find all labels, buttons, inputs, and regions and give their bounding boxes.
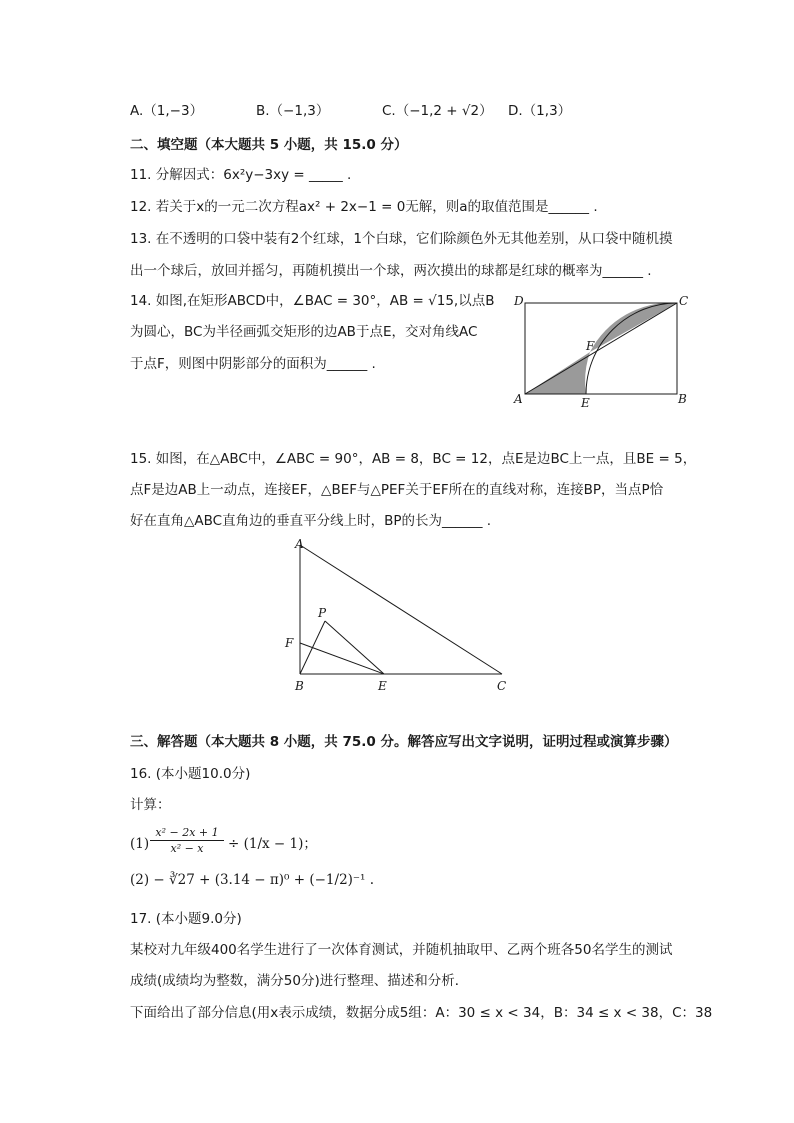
label-f: F (586, 339, 595, 353)
part-1-rest: ÷ (1/x − 1)； (228, 836, 317, 852)
segment-bp (300, 621, 325, 674)
question-13-line-2: 出一个球后，放回并摇匀，再随机摸出一个球，两次摸出的球都是红球的概率为______ . (130, 263, 652, 279)
label-a: A (514, 392, 523, 406)
question-16-intro: 计算： (130, 797, 171, 813)
section-3-heading: 三、解答题（本大题共 8 小题，共 75.0 分。解答应写出文字说明，证明过程或演算步骤） (130, 734, 678, 750)
question-12: 12. 若关于x的一元二次方程ax² + 2x−1 = 0无解，则a的取值范围是______ . (130, 199, 598, 215)
question-14-line-2: 为圆心，BC为半径画弧交矩形的边AB于点E，交对角线AC (130, 324, 478, 340)
shaded-region-upper (590, 303, 677, 352)
label-b: B (678, 392, 687, 406)
question-14-line-3: 于点F，则图中阴影部分的面积为______ . (130, 356, 376, 372)
question-15-line-1: 15. 如图，在△ABC中，∠ABC = 90°，AB = 8，BC = 12，点E是边BC上一点，且BE = 5， (130, 451, 697, 467)
fraction (150, 826, 224, 856)
question-13-line-1: 13. 在不透明的口袋中装有2个红球，1个白球，它们除颜色外无其他差别，从口袋中随机摸 (130, 231, 673, 247)
label-c: C (679, 294, 689, 308)
denominator: x² − x (170, 842, 204, 855)
label-e: E (378, 679, 387, 693)
segment-pe (325, 621, 384, 674)
section-2-heading: 二、填空题（本大题共 5 小题，共 15.0 分） (130, 137, 408, 153)
question-17-title: 17. (本小题9.0分) (130, 911, 242, 927)
question-14-line-1: 14. 如图,在矩形ABCD中，∠BAC = 30°，AB = √15,以点B (130, 293, 495, 309)
diagonal-ac (525, 303, 677, 394)
choice-c: C.（−1,2 + √2） (382, 103, 493, 119)
label-c: C (497, 679, 507, 693)
label-a: A (295, 537, 304, 551)
label-e: E (581, 396, 590, 410)
label-b: B (295, 679, 304, 693)
choice-b: B.（−1,3） (256, 103, 330, 119)
figure-14-rectangle (510, 290, 700, 410)
label-f: F (285, 636, 294, 650)
numerator: x² − 2x + 1 (150, 826, 224, 841)
question-17-line-3: 下面给出了部分信息(用x表示成绩，数据分成5组：A：30 ≤ x < 34，B：34 ≤ x < 38，C：38 (130, 1005, 713, 1021)
choice-a: A.（1,−3） (130, 103, 204, 119)
question-15-line-3: 好在直角△ABC直角边的垂直平分线上时，BP的长为______ . (130, 513, 492, 529)
part-1-label: (1) (130, 836, 150, 852)
choice-d: D.（1,3） (508, 103, 572, 119)
question-17-line-2: 成绩(成绩均为整数，满分50分)进行整理、描述和分析． (130, 973, 469, 989)
label-d: D (514, 294, 524, 308)
question-16-part-2: (2) − ∛27 + (3.14 − π)⁰ + (−1/2)⁻¹ . (130, 872, 375, 888)
question-17-line-1: 某校对九年级400名学生进行了一次体育测试，并随机抽取甲、乙两个班各50名学生的测试 (130, 942, 673, 958)
question-16-title: 16. (本小题10.0分) (130, 766, 251, 782)
figure-15-triangle (280, 533, 520, 698)
question-11: 11. 分解因式：6x²y−3xy = _____ . (130, 167, 352, 183)
question-15-line-2: 点F是边AB上一动点，连接EF，△BEF与△PEF关于EF所在的直线对称，连接BP，当点P恰 (130, 482, 664, 498)
label-p: P (318, 606, 327, 620)
